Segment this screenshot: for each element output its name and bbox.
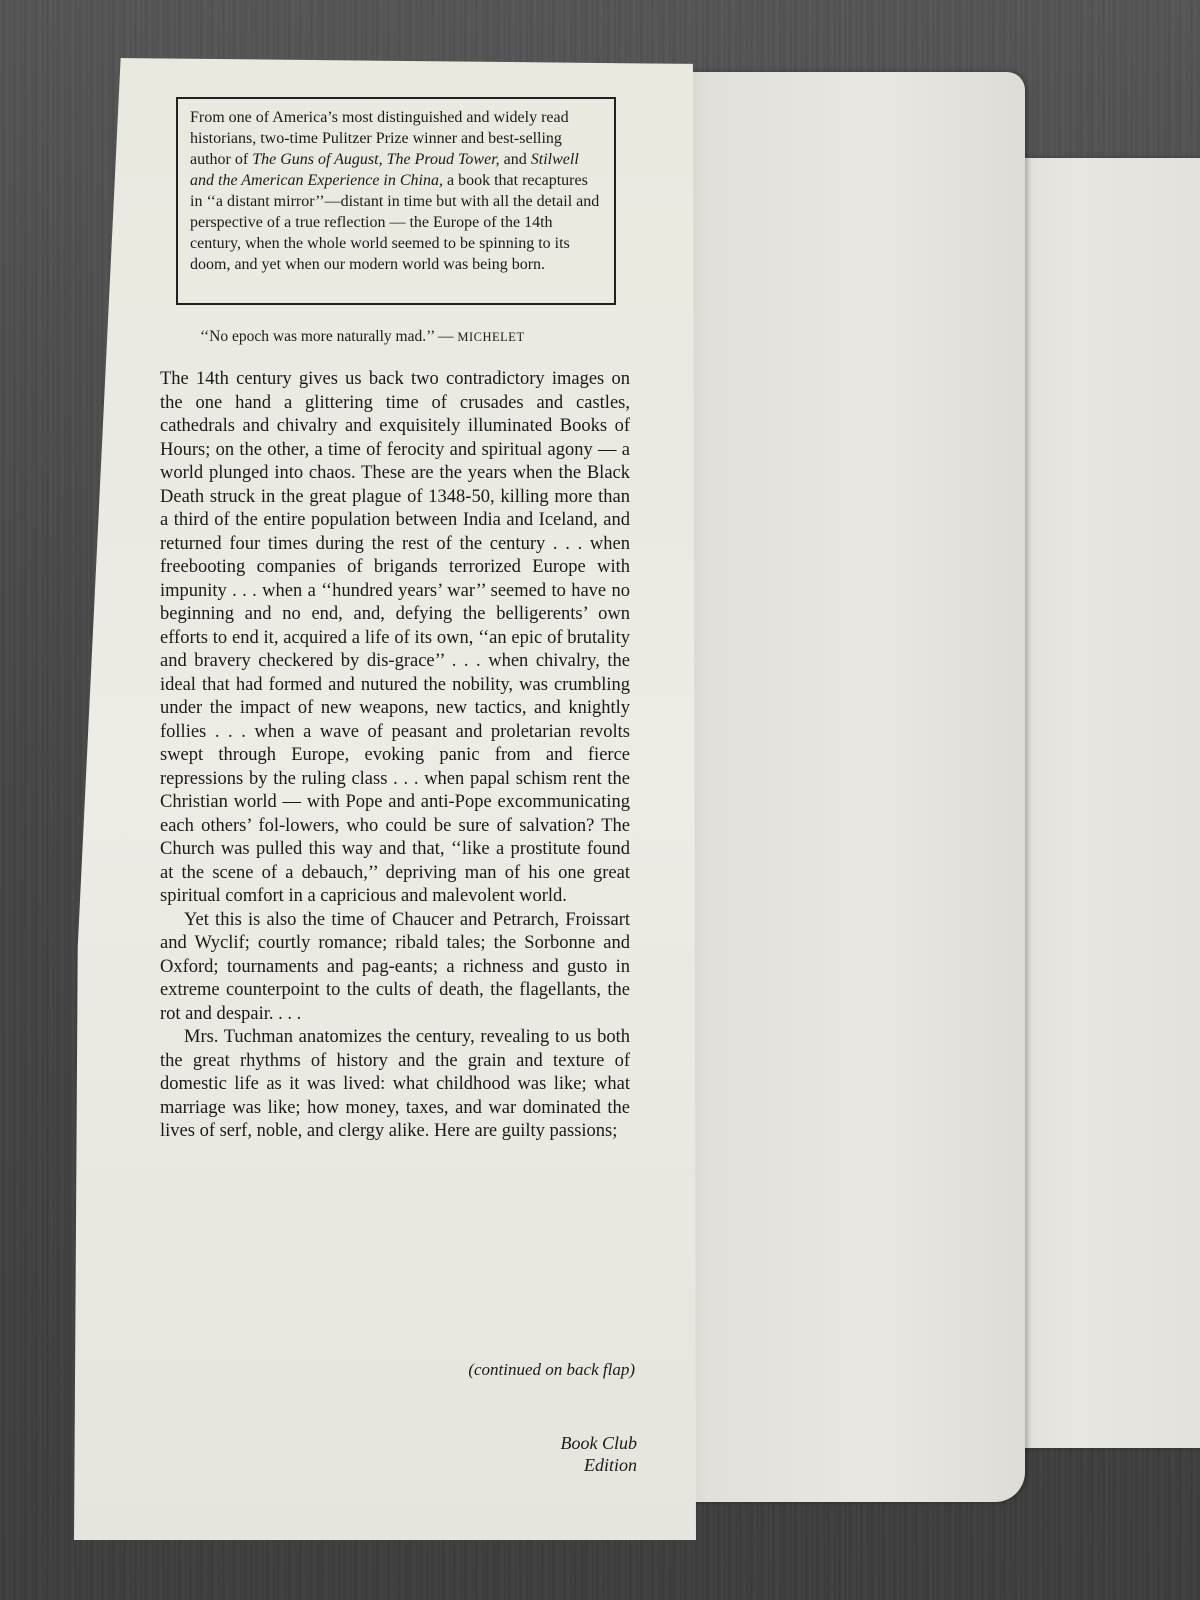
blurb-text-2: and — [499, 151, 531, 168]
flap-body-text — [160, 368, 630, 1144]
edition-label — [500, 1432, 637, 1476]
blurb-titles-2: Stilwell and the American Experience in China, — [190, 151, 579, 189]
edition-line-1: Book Club — [560, 1433, 637, 1453]
blurb-text-3: a book that recaptures in ‘‘a distant mirror’’—distant in time but with all the detail and perspective of a true reflection — the Europe of the 14th century, when the whole world seemed to be spinning to its doom, and yet when our modern world was being born. — [190, 172, 600, 273]
blurb-text-1: From one of America’s most distinguished and widely read historians, two-time Pulitzer Prize winner and best-selling author of — [190, 109, 569, 168]
body-paragraph-1: The 14th century gives us back two contradictory images on the one hand a glittering time of crusades and castles, cathedrals and chivalry and exquisitely illuminated Books of Hours; on the other, a time of ferocity and spiritual agony — a world plunged into chaos. These are the years when the Black Death struck in the great plague of 1348-50, killing more than a third of the entire population between India and Iceland, and returned four times during the rest of the century . . . when freebooting companies of brigands terrorized Europe with impunity . . . when a ‘‘hundred years’ war’’ seemed to have no beginning and no end, and, defying the belligerents’ own efforts to end it, acquired a life of its own, ‘‘an epic of brutality and bravery checkered by dis-grace’’ . . . when chivalry, the ideal that had formed and nutured the nobility, was crumbling under the impact of new weapons, new tactics, and knightly follies . . . when a wave of peasant and proletarian revolts swept through Europe, evoking panic from and fierce repressions by the ruling class . . . when papal schism rent the Christian world — with Pope and anti-Pope excommunicating each others’ fol-lowers, who could be sure of salvation? The Church was pulled this way and that, ‘‘like a prostitute found at the scene of a debauch,’’ depriving man of his one great spiritual comfort in a capricious and malevolent world. — [160, 369, 630, 906]
continued-note: (continued on back flap) — [468, 1360, 635, 1379]
edition-line-2: Edition — [584, 1455, 637, 1475]
blurb-box — [176, 97, 616, 305]
epigraph — [200, 328, 620, 346]
body-paragraph-2: Yet this is also the time of Chaucer and Petrarch, Froissart and Wyclif; courtly romance; ribald tales; the Sorbonne and Oxford; tournaments and pag-eants; a richness and gusto in extreme counterpoint to the cults of death, the flagellants, the rot and despair. . . . — [160, 909, 630, 1024]
body-paragraph-3: Mrs. Tuchman anatomizes the century, revealing to us both the great rhythms of history and the grain and texture of domestic life as it was lived: what childhood was like; what marriage was like; how money, taxes, and war dominated the lives of serf, noble, and clergy alike. Here are guilty passions; — [160, 1027, 630, 1141]
blurb-titles-1: The Guns of August, The Proud Tower, — [252, 151, 500, 168]
epigraph-quote: ‘‘No epoch was more naturally mad.’’ — — [200, 328, 458, 345]
book-flyleaf — [665, 72, 1025, 1502]
epigraph-attribution: MICHELET — [457, 330, 525, 344]
